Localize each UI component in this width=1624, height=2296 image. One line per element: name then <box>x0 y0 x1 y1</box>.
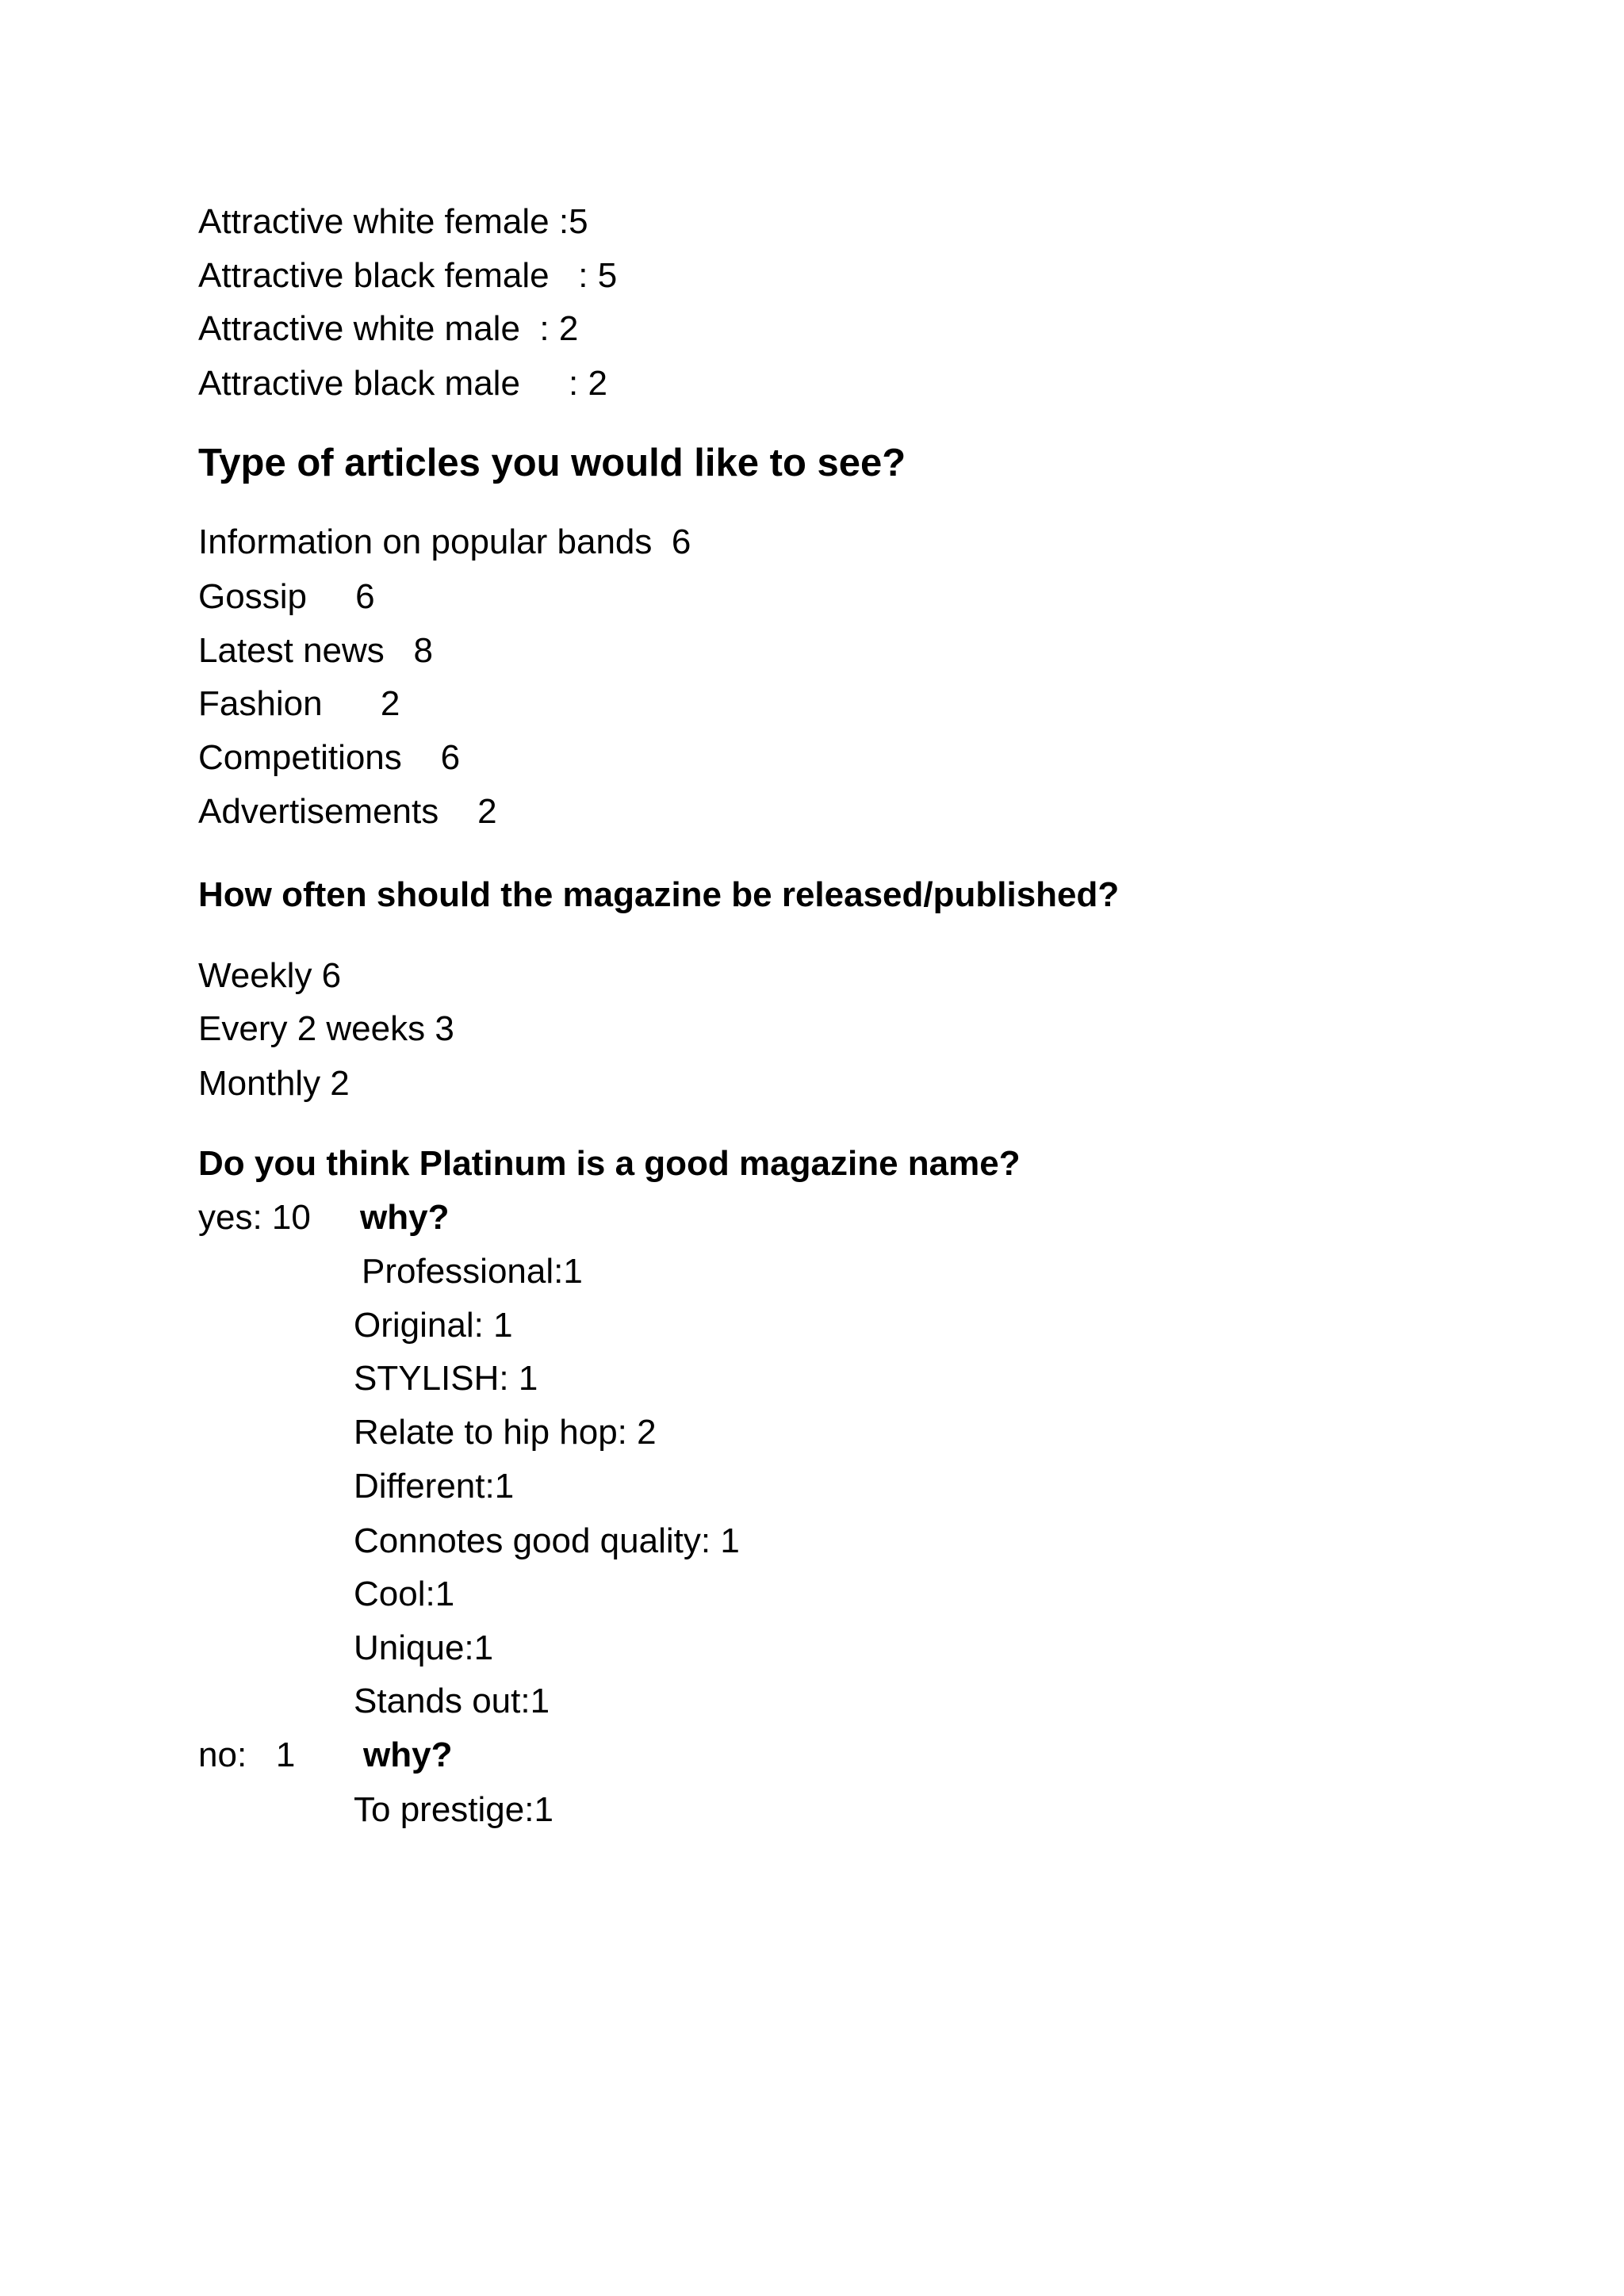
yes-reason: Different:1 <box>354 1467 515 1506</box>
release-item: Weekly 6 <box>198 956 342 995</box>
yes-reason: Original: 1 <box>354 1306 513 1345</box>
no-reason: To prestige:1 <box>354 1790 553 1829</box>
no-count: no: 1 <box>198 1735 296 1774</box>
articles-heading: Type of articles you would like to see? <box>198 442 906 484</box>
article-item: Advertisements 2 <box>198 792 497 831</box>
article-item: Information on popular bands 6 <box>198 522 691 561</box>
yes-reason: Connotes good quality: 1 <box>354 1521 740 1560</box>
appearance-item: Attractive white female :5 <box>198 202 588 241</box>
release-item: Every 2 weeks 3 <box>198 1009 454 1048</box>
yes-reason: Stands out:1 <box>354 1682 550 1720</box>
article-item: Latest news 8 <box>198 631 433 670</box>
yes-reason: Unique:1 <box>354 1628 494 1667</box>
release-item: Monthly 2 <box>198 1064 350 1103</box>
no-why-label: why? <box>363 1735 453 1774</box>
yes-reason: Cool:1 <box>354 1575 455 1613</box>
article-item: Competitions 6 <box>198 738 461 777</box>
yes-reason: STYLISH: 1 <box>354 1359 538 1398</box>
name-heading: Do you think Platinum is a good magazine name? <box>198 1144 1021 1183</box>
yes-count: yes: 10 <box>198 1198 311 1237</box>
appearance-item: Attractive black male : 2 <box>198 364 607 403</box>
yes-reason: Professional:1 <box>362 1252 583 1291</box>
yes-reason: Relate to hip hop: 2 <box>354 1413 657 1452</box>
article-item: Gossip 6 <box>198 577 375 616</box>
appearance-item: Attractive white male : 2 <box>198 309 579 348</box>
article-item: Fashion 2 <box>198 684 400 723</box>
yes-why-label: why? <box>360 1198 450 1237</box>
release-heading: How often should the magazine be released/published? <box>198 875 1120 914</box>
appearance-item: Attractive black female : 5 <box>198 256 618 295</box>
